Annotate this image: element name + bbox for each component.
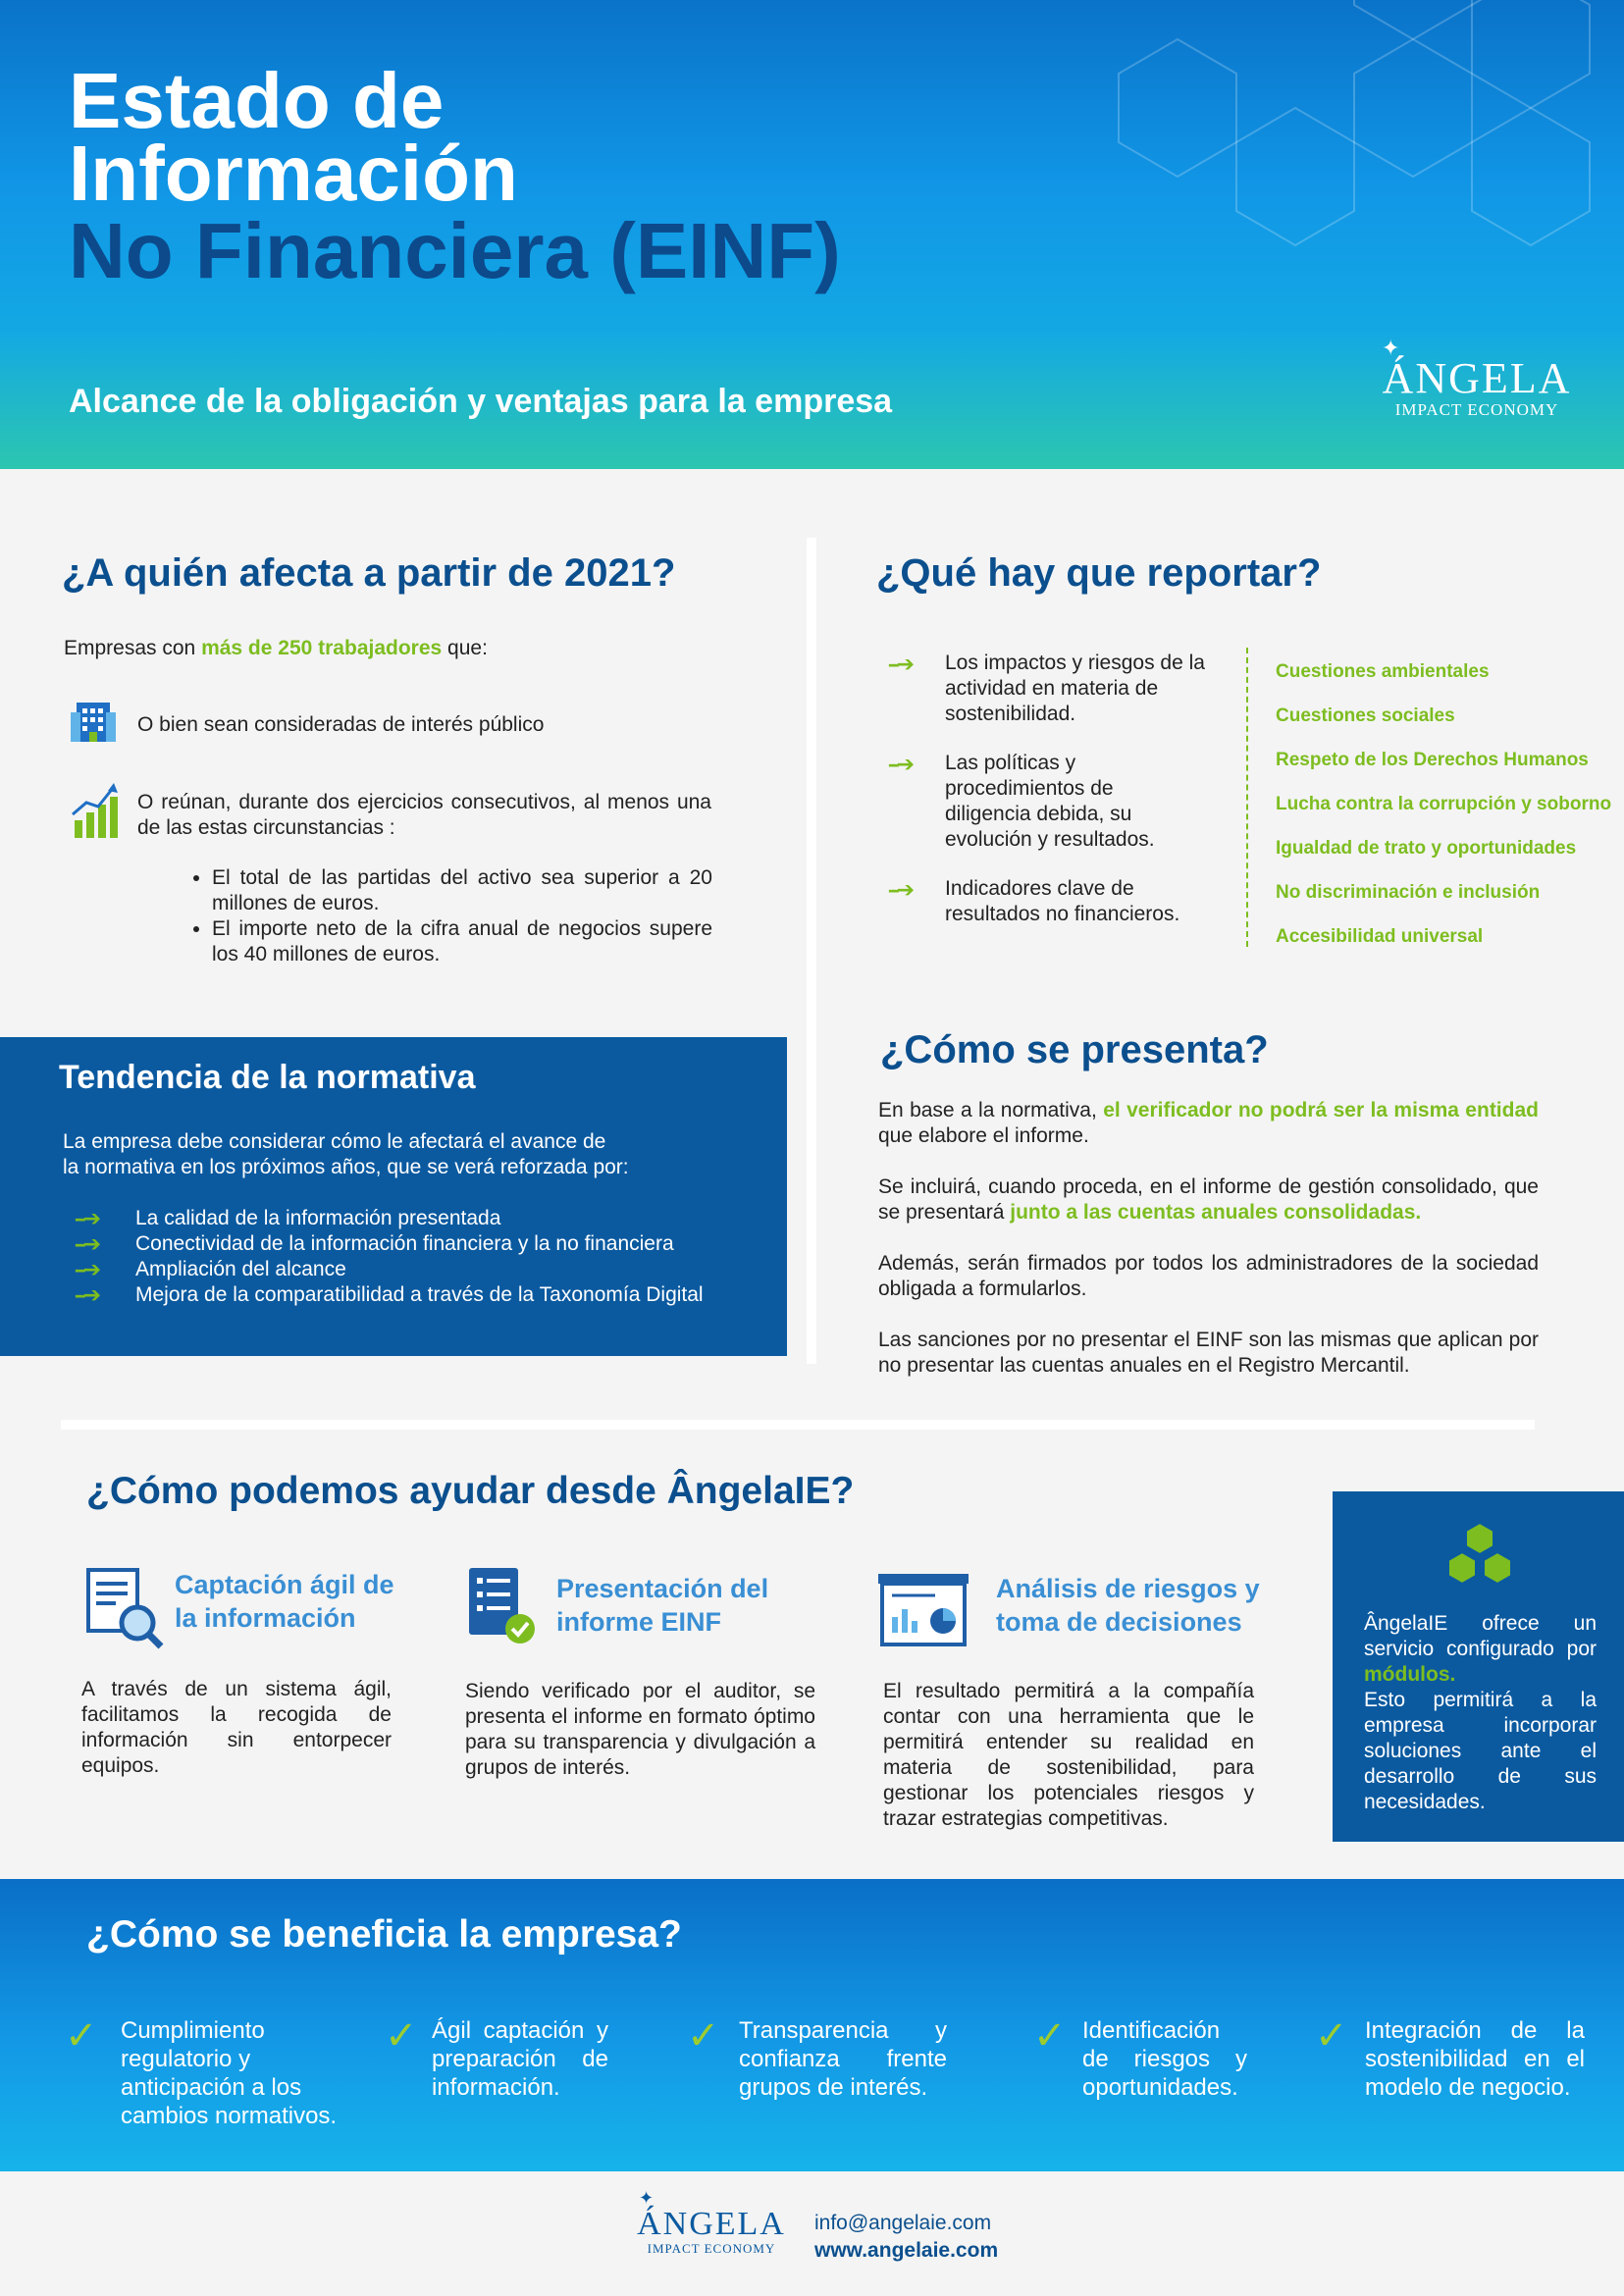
footer-logo [633,2188,790,2257]
hexagon-pattern [1030,0,1624,294]
report-tag: Cuestiones ambientales [1276,661,1490,682]
trend-list [135,1206,704,1308]
present-heading: ¿Cómo se presenta? [880,1028,1269,1071]
arrow-icon: --➔ [75,1231,99,1256]
title-line-2: Información [69,130,518,217]
modules-box [1333,1491,1624,1842]
logo-name: ÁNGELA [1382,354,1572,402]
check-icon: ✓ [385,2014,418,2058]
trend-panel [0,1037,787,1356]
report-item: Indicadores clave de resultados no financieros. [945,877,1180,925]
trend-item: Conectividad de la información financiera y la no financiera [135,1232,674,1255]
trend-item: Ampliación del alcance [135,1258,346,1280]
report-tag: Lucha contra la corrupción y soborno [1276,794,1612,814]
logo-wing-icon: ✦ [1382,336,1400,360]
section-divider [61,1420,1535,1430]
trend-item: Mejora de la comparatibilidad a través de la Taxonomía Digital [135,1283,704,1306]
subtitle: Alcance de la obligación y ventajas para la empresa [69,383,893,420]
report-tag: No discriminación e inclusión [1276,882,1541,903]
report-tag: Cuestiones sociales [1276,705,1455,726]
building-icon [69,699,118,744]
trend-heading: Tendencia de la normativa [59,1059,476,1096]
help-card-title: Presentación del informe EINF [556,1574,769,1637]
header-banner [0,0,1624,469]
trend-intro-line: La empresa debe considerar cómo le afectará el avance de [63,1130,606,1153]
present-p4: Las sanciones por no presentar el EINF son las mismas que aplican por no presentar las cuentas anuales en el Registro Mercantil. [878,1329,1539,1377]
who-bullets [212,865,712,967]
present-p1: En base a la normativa, el verificador no podrá ser la misma entidad que elabore el informe. [878,1099,1539,1147]
logo-wing-icon: ✦ [639,2188,655,2208]
footer-logo-name: ÁNGELA [637,2206,786,2242]
who-intro: Empresas con más de 250 trabajadores que: [64,637,488,659]
help-card-title: Captación ágil de la información [175,1570,394,1633]
arrow-icon: --➔ [888,752,913,776]
column-divider [807,538,816,1364]
arrow-icon: --➔ [75,1257,99,1281]
document-search-icon [82,1568,167,1652]
benefit-item: Integración de la sostenibilidad en el modelo de negocio. [1365,2017,1585,2101]
growth-chart-icon [71,781,120,842]
arrow-icon: --➔ [75,1282,99,1307]
arrow-icon: --➔ [888,877,913,902]
footer-logo-tagline: IMPACT ECONOMY [647,2241,776,2256]
report-item: Las políticas y procedimientos de diligencia debida, su evolución y resultados. [945,752,1155,851]
modules-cubes-icon [1442,1521,1517,1592]
benefit-item: Identificación de riesgos y oportunidades. [1082,2017,1247,2101]
check-icon: ✓ [1033,2014,1067,2058]
trend-intro-line: la normativa en los próximos años, que se verá reforzada por: [63,1156,629,1178]
report-item: Los impactos y riesgos de la actividad en materia de sostenibilidad. [945,652,1205,725]
trend-item: La calidad de la información presentada [135,1207,501,1229]
present-p2: Se incluirá, cuando proceda, en el informe de gestión consolidado, que se presentará junto a las cuentas anuales consolidadas. [878,1175,1539,1224]
report-heading: ¿Qué hay que reportar? [876,551,1322,595]
who-item-2: O reúnan, durante dos ejercicios consecutivos, al menos una de las estas circunstancias : [137,791,711,839]
who-item-1: O bien sean consideradas de interés público [137,713,545,736]
title-line-1: Estado de [69,57,445,144]
check-icon: ✓ [687,2014,720,2058]
who-heading: ¿A quién afecta a partir de 2021? [62,551,676,595]
report-check-icon [467,1566,538,1646]
check-icon: ✓ [1315,2014,1348,2058]
presentation-board-icon [876,1572,970,1650]
benefit-item: Ágil captación y preparación de información. [432,2017,608,2101]
arrow-icon: --➔ [75,1206,99,1230]
arrow-icon: --➔ [888,652,913,676]
help-card-text: El resultado permitirá a la compañía contar con una herramienta que le permitirá entender su realidad en materia de sostenibilidad, para gestionar los potenciales riesgos y trazar estrategias competitivas. [883,1680,1254,1830]
check-icon: ✓ [65,2014,98,2058]
benefit-item: Transparencia y confianza frente grupos de interés. [739,2017,947,2101]
header-logo [1374,334,1580,420]
footer-email-link[interactable]: info@angelaie.com [814,2212,992,2234]
present-p3: Además, serán firmados por todos los administradores de la sociedad obligada a formularlos. [878,1252,1539,1300]
who-bullet: • El importe neto de la cifra anual de negocios supere los 40 millones de euros. [212,916,712,967]
tags-divider [1246,648,1248,947]
modules-text: ÂngelaIE ofrece un servicio configurado por módulos. Esto permitirá a la empresa incorporar soluciones ante el desarrollo de sus necesidades. [1364,1612,1597,1813]
footer-web-link[interactable]: www.angelaie.com [814,2239,999,2262]
benefits-heading: ¿Cómo se beneficia la empresa? [86,1913,682,1956]
trend-arrows [75,1206,98,1308]
report-tag: Accesibilidad universal [1276,926,1484,947]
help-card-text: A través de un sistema ágil, facilitamos la recogida de información sin entorpecer equipos. [81,1678,392,1777]
report-tag: Igualdad de trato y oportunidades [1276,838,1577,859]
help-card-text: Siendo verificado por el auditor, se presenta el informe en formato óptimo para su transparencia y divulgación a grupos de interés. [465,1680,815,1779]
who-bullet: • El total de las partidas del activo sea superior a 20 millones de euros. [212,865,712,916]
help-card-title: Análisis de riesgos y toma de decisiones [996,1574,1260,1637]
logo-tagline: IMPACT ECONOMY [1394,400,1559,419]
report-tag: Respeto de los Derechos Humanos [1276,750,1589,770]
report-tags [1276,650,1611,959]
benefits-panel [0,1879,1624,2171]
help-heading: ¿Cómo podemos ayudar desde ÂngelaIE? [86,1470,855,1512]
title-line-3: No Financiera (EINF) [69,207,841,294]
benefit-item: Cumplimiento regulatorio y anticipación a los cambios normativos. [121,2017,338,2129]
